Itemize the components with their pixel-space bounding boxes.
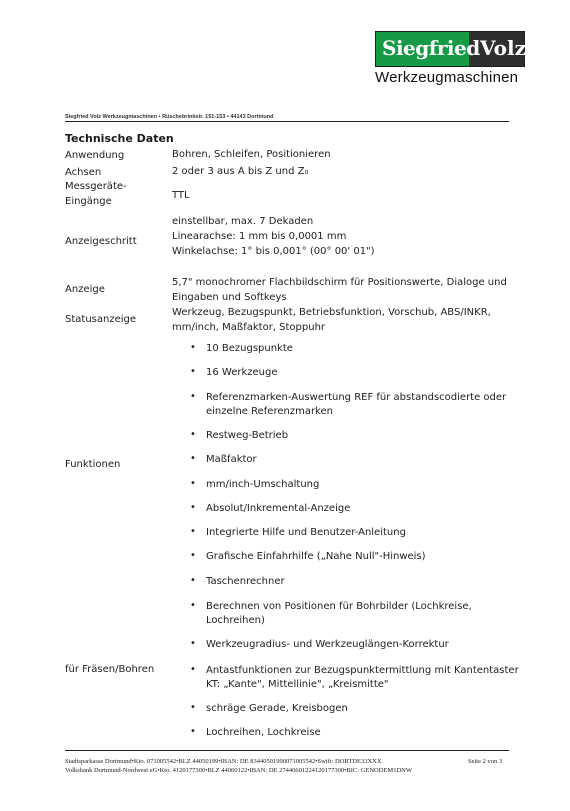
label-fraesen-bohren: für Fräsen/Bohren [65, 664, 155, 675]
sender-address: Siegfried Volz Werkzeugmaschinen • Rüschebrinkstr. 151-153 • 44143 Dortmund [65, 114, 274, 120]
bullet-item: Grafische Einfahrhilfe („Nahe Null"-Hinweis) [206, 551, 426, 562]
logo-name-volz: Volz [480, 36, 526, 60]
bullet-icon: • [190, 429, 196, 440]
bullet-icon: • [190, 702, 196, 713]
value-anzeige-2: Eingaben und Softkeys [172, 292, 287, 303]
value-anzeigeschritt-1: einstellbar, max. 7 Dekaden [172, 216, 314, 227]
bullet-icon: • [190, 638, 196, 649]
bullet-icon: • [190, 502, 196, 513]
label-funktionen: Funktionen [65, 459, 121, 470]
bullet-item: Integrierte Hilfe und Benutzer-Anleitung [206, 527, 406, 538]
bullet-item-cont: einzelne Referenzmarken [206, 406, 333, 417]
value-messgeraete: TTL [172, 190, 190, 201]
label-anzeige: Anzeige [65, 284, 105, 295]
bullet-icon: • [190, 391, 196, 402]
footer-rule [65, 750, 509, 751]
page-number: Seite 2 von 3 [468, 758, 503, 765]
bullet-item: 16 Werkzeuge [206, 367, 278, 378]
label-messgeraete-2: Eingänge [65, 196, 112, 207]
bullet-icon: • [190, 664, 196, 675]
bullet-icon: • [190, 575, 196, 586]
label-messgeraete-1: Messgeräte- [65, 181, 127, 192]
bullet-item-cont: KT: „Kante", Mittellinie", „Kreismitte" [206, 679, 389, 690]
bullet-item-cont: Lochreihen) [206, 615, 265, 626]
bullet-icon: • [190, 342, 196, 353]
company-logo [375, 31, 525, 86]
bullet-item: Taschenrechner [206, 576, 285, 587]
logo-banner [375, 31, 525, 67]
logo-name-siegfried: Siegfried [382, 36, 480, 60]
value-anzeigeschritt-2: Linearachse: 1 mm bis 0,0001 mm [172, 231, 347, 242]
header-rule [65, 121, 509, 122]
section-heading: Technische Daten [65, 132, 174, 145]
value-anwendung: Bohren, Schleifen, Positionieren [172, 149, 331, 160]
label-anzeigeschritt: Anzeigeschritt [65, 236, 137, 247]
bullet-item: Absolut/Inkremental-Anzeige [206, 503, 351, 514]
footer-bank-2: Volksbank Dortmund-Nordwest eG•Kto. 4120177300•BLZ 44060122•IBAN: DE 27440601224120177300•BIC: GENODEM1DNW [65, 767, 412, 774]
label-anwendung: Anwendung [65, 150, 125, 161]
bullet-icon: • [190, 550, 196, 561]
value-anzeige-1: 5,7" monochromer Flachbildschirm für Positionswerte, Dialoge und [172, 277, 507, 288]
bullet-icon: • [190, 366, 196, 377]
bullet-item: Berechnen von Positionen für Bohrbilder (Lochkreise, [206, 601, 472, 612]
bullet-item: mm/inch-Umschaltung [206, 479, 320, 490]
value-anzeigeschritt-3: Winkelachse: 1° bis 0,001° (00° 00' 01") [172, 246, 375, 257]
bullet-icon: • [190, 478, 196, 489]
bullet-item: 10 Bezugspunkte [206, 343, 293, 354]
label-achsen: Achsen [65, 167, 102, 178]
bullet-item: Referenzmarken-Auswertung REF für abstandscodierte oder [206, 392, 507, 403]
bullet-icon: • [190, 453, 196, 464]
bullet-item: Antastfunktionen zur Bezugspunktermittlung mit Kantentaster [206, 665, 519, 676]
bullet-item: schräge Gerade, Kreisbogen [206, 703, 348, 714]
footer-bank-1: Stadtsparkasse Dortmund•Kto. 071005542•BLZ 44050199•IBAN: DE 83440501990071005542•Swift: DORTDE33XXX [65, 758, 382, 765]
logo-subtitle: Werkzeugmaschinen [375, 69, 519, 86]
label-statusanzeige: Statusanzeige [65, 314, 137, 325]
value-statusanzeige-2: mm/inch, Maßfaktor, Stoppuhr [172, 322, 326, 333]
bullet-item: Restweg-Betrieb [206, 430, 289, 441]
value-statusanzeige-1: Werkzeug, Bezugspunkt, Betriebsfunktion, Vorschub, ABS/INKR, [172, 307, 491, 318]
bullet-item: Lochreihen, Lochkreise [206, 727, 321, 738]
bullet-icon: • [190, 526, 196, 537]
bullet-icon: • [190, 726, 196, 737]
bullet-item: Werkzeugradius- und Werkzeuglängen-Korrektur [206, 639, 449, 650]
bullet-item: Maßfaktor [206, 454, 257, 465]
bullet-icon: • [190, 600, 196, 611]
value-achsen: 2 oder 3 aus A bis Z und Z₀ [172, 166, 309, 177]
